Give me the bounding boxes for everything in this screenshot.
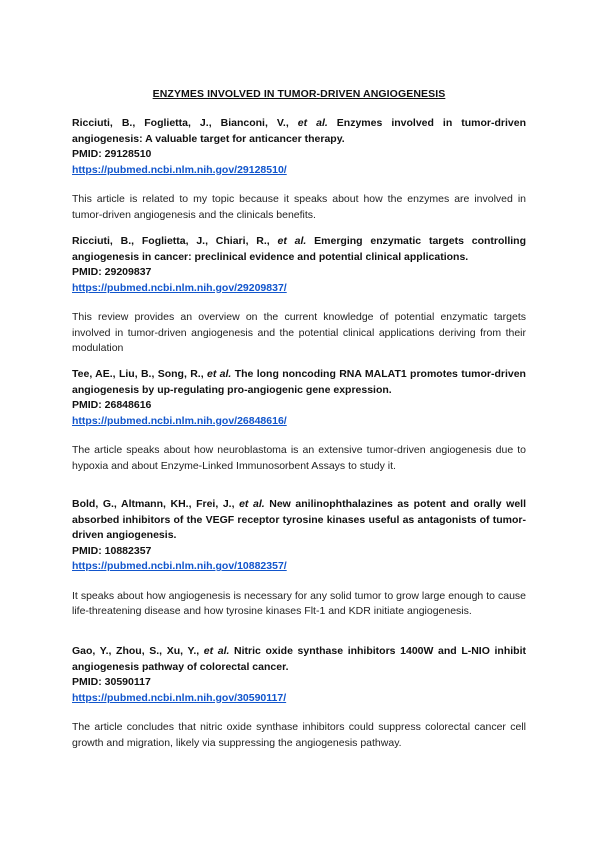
- pubmed-link[interactable]: https://pubmed.ncbi.nlm.nih.gov/10882357/: [72, 560, 287, 572]
- reference-entry: [72, 497, 526, 620]
- pmid-label: PMID: 29128510: [72, 148, 152, 160]
- pmid-label: PMID: 29209837: [72, 266, 152, 278]
- citation-etal: et al.: [239, 498, 265, 510]
- document-title: ENZYMES INVOLVED IN TUMOR-DRIVEN ANGIOGENESIS: [152, 88, 446, 100]
- citation: [72, 234, 526, 265]
- document-page: [72, 0, 526, 848]
- entry-summary: This review provides an overview on the current knowledge of potential enzymatic targets involved in tumor-driven angiogenesis and the potential clinical applications deriving from their modulation: [72, 311, 526, 354]
- pubmed-link[interactable]: https://pubmed.ncbi.nlm.nih.gov/29128510/: [72, 163, 287, 176]
- citation-authors: Ricciuti, B., Foglietta, J., Chiari, R.,: [72, 235, 270, 247]
- citation-etal: et al.: [206, 368, 232, 380]
- entry-summary: The article speaks about how neuroblastoma is an extensive tumor-driven angiogenesis due to hypoxia and about Enzyme-Linked Immunosorbent Assays to study it.: [72, 444, 526, 472]
- pmid-label: PMID: 10882357: [72, 544, 152, 557]
- pubmed-link[interactable]: https://pubmed.ncbi.nlm.nih.gov/26848616/: [72, 414, 287, 427]
- citation: [72, 644, 526, 675]
- citation-authors: Ricciuti, B., Foglietta, J., Bianconi, V.,: [72, 117, 289, 129]
- pmid-label: PMID: 26848616: [72, 399, 152, 411]
- reference-entry: [72, 367, 526, 474]
- citation-authors: Tee, AE., Liu, B., Song, R.,: [72, 368, 204, 380]
- citation-title: The long noncoding RNA MALAT1 promotes tumor-driven angiogenesis by up-regulating pro-angiogenic gene expression.: [72, 368, 526, 396]
- citation-authors: Bold, G., Altmann, KH., Frei, J.,: [72, 498, 235, 510]
- reference-entry: [72, 234, 526, 357]
- citation-etal: et al.: [277, 235, 307, 247]
- reference-entry: [72, 644, 526, 751]
- citation-title: Emerging enzymatic targets controlling angiogenesis in cancer: preclinical evidence and potential clinical applications.: [72, 235, 526, 263]
- citation-title: New anilinophthalazines as potent and orally well absorbed inhibitors of the VEGF receptor tyrosine kinases useful as antagonists of tumor-driven angiogenesis.: [72, 498, 526, 541]
- pubmed-link[interactable]: https://pubmed.ncbi.nlm.nih.gov/30590117/: [72, 691, 287, 704]
- pmid-label: PMID: 30590117: [72, 676, 151, 688]
- citation-etal: et al.: [203, 645, 230, 657]
- entry-summary: It speaks about how angiogenesis is necessary for any solid tumor to grow large enough to cause life-threatening disease and how tyrosine kinases Flt-1 and KDR initiate angiogenesis.: [72, 589, 526, 617]
- pubmed-link[interactable]: https://pubmed.ncbi.nlm.nih.gov/29209837/: [72, 281, 287, 294]
- citation: [72, 497, 526, 544]
- entry-summary: The article concludes that nitric oxide synthase inhibitors could suppress colorectal cancer cell growth and migration, likely via suppressing the angiogenesis pathway.: [72, 721, 526, 749]
- citation-etal: et al.: [297, 117, 328, 129]
- citation: [72, 116, 526, 147]
- reference-entry: [72, 116, 526, 223]
- citation-authors: Gao, Y., Zhou, S., Xu, Y.,: [72, 645, 200, 657]
- citation: [72, 367, 526, 398]
- entry-summary: This article is related to my topic because it speaks about how the enzymes are involved in tumor-driven angiogenesis and the clinicals benefits.: [72, 193, 526, 221]
- citation-title: Enzymes involved in tumor-driven angiogenesis: A valuable target for anticancer therapy.: [72, 117, 527, 145]
- citation-title: Nitric oxide synthase inhibitors 1400W and L-NIO inhibit angiogenesis pathway of colorectal cancer.: [72, 645, 527, 673]
